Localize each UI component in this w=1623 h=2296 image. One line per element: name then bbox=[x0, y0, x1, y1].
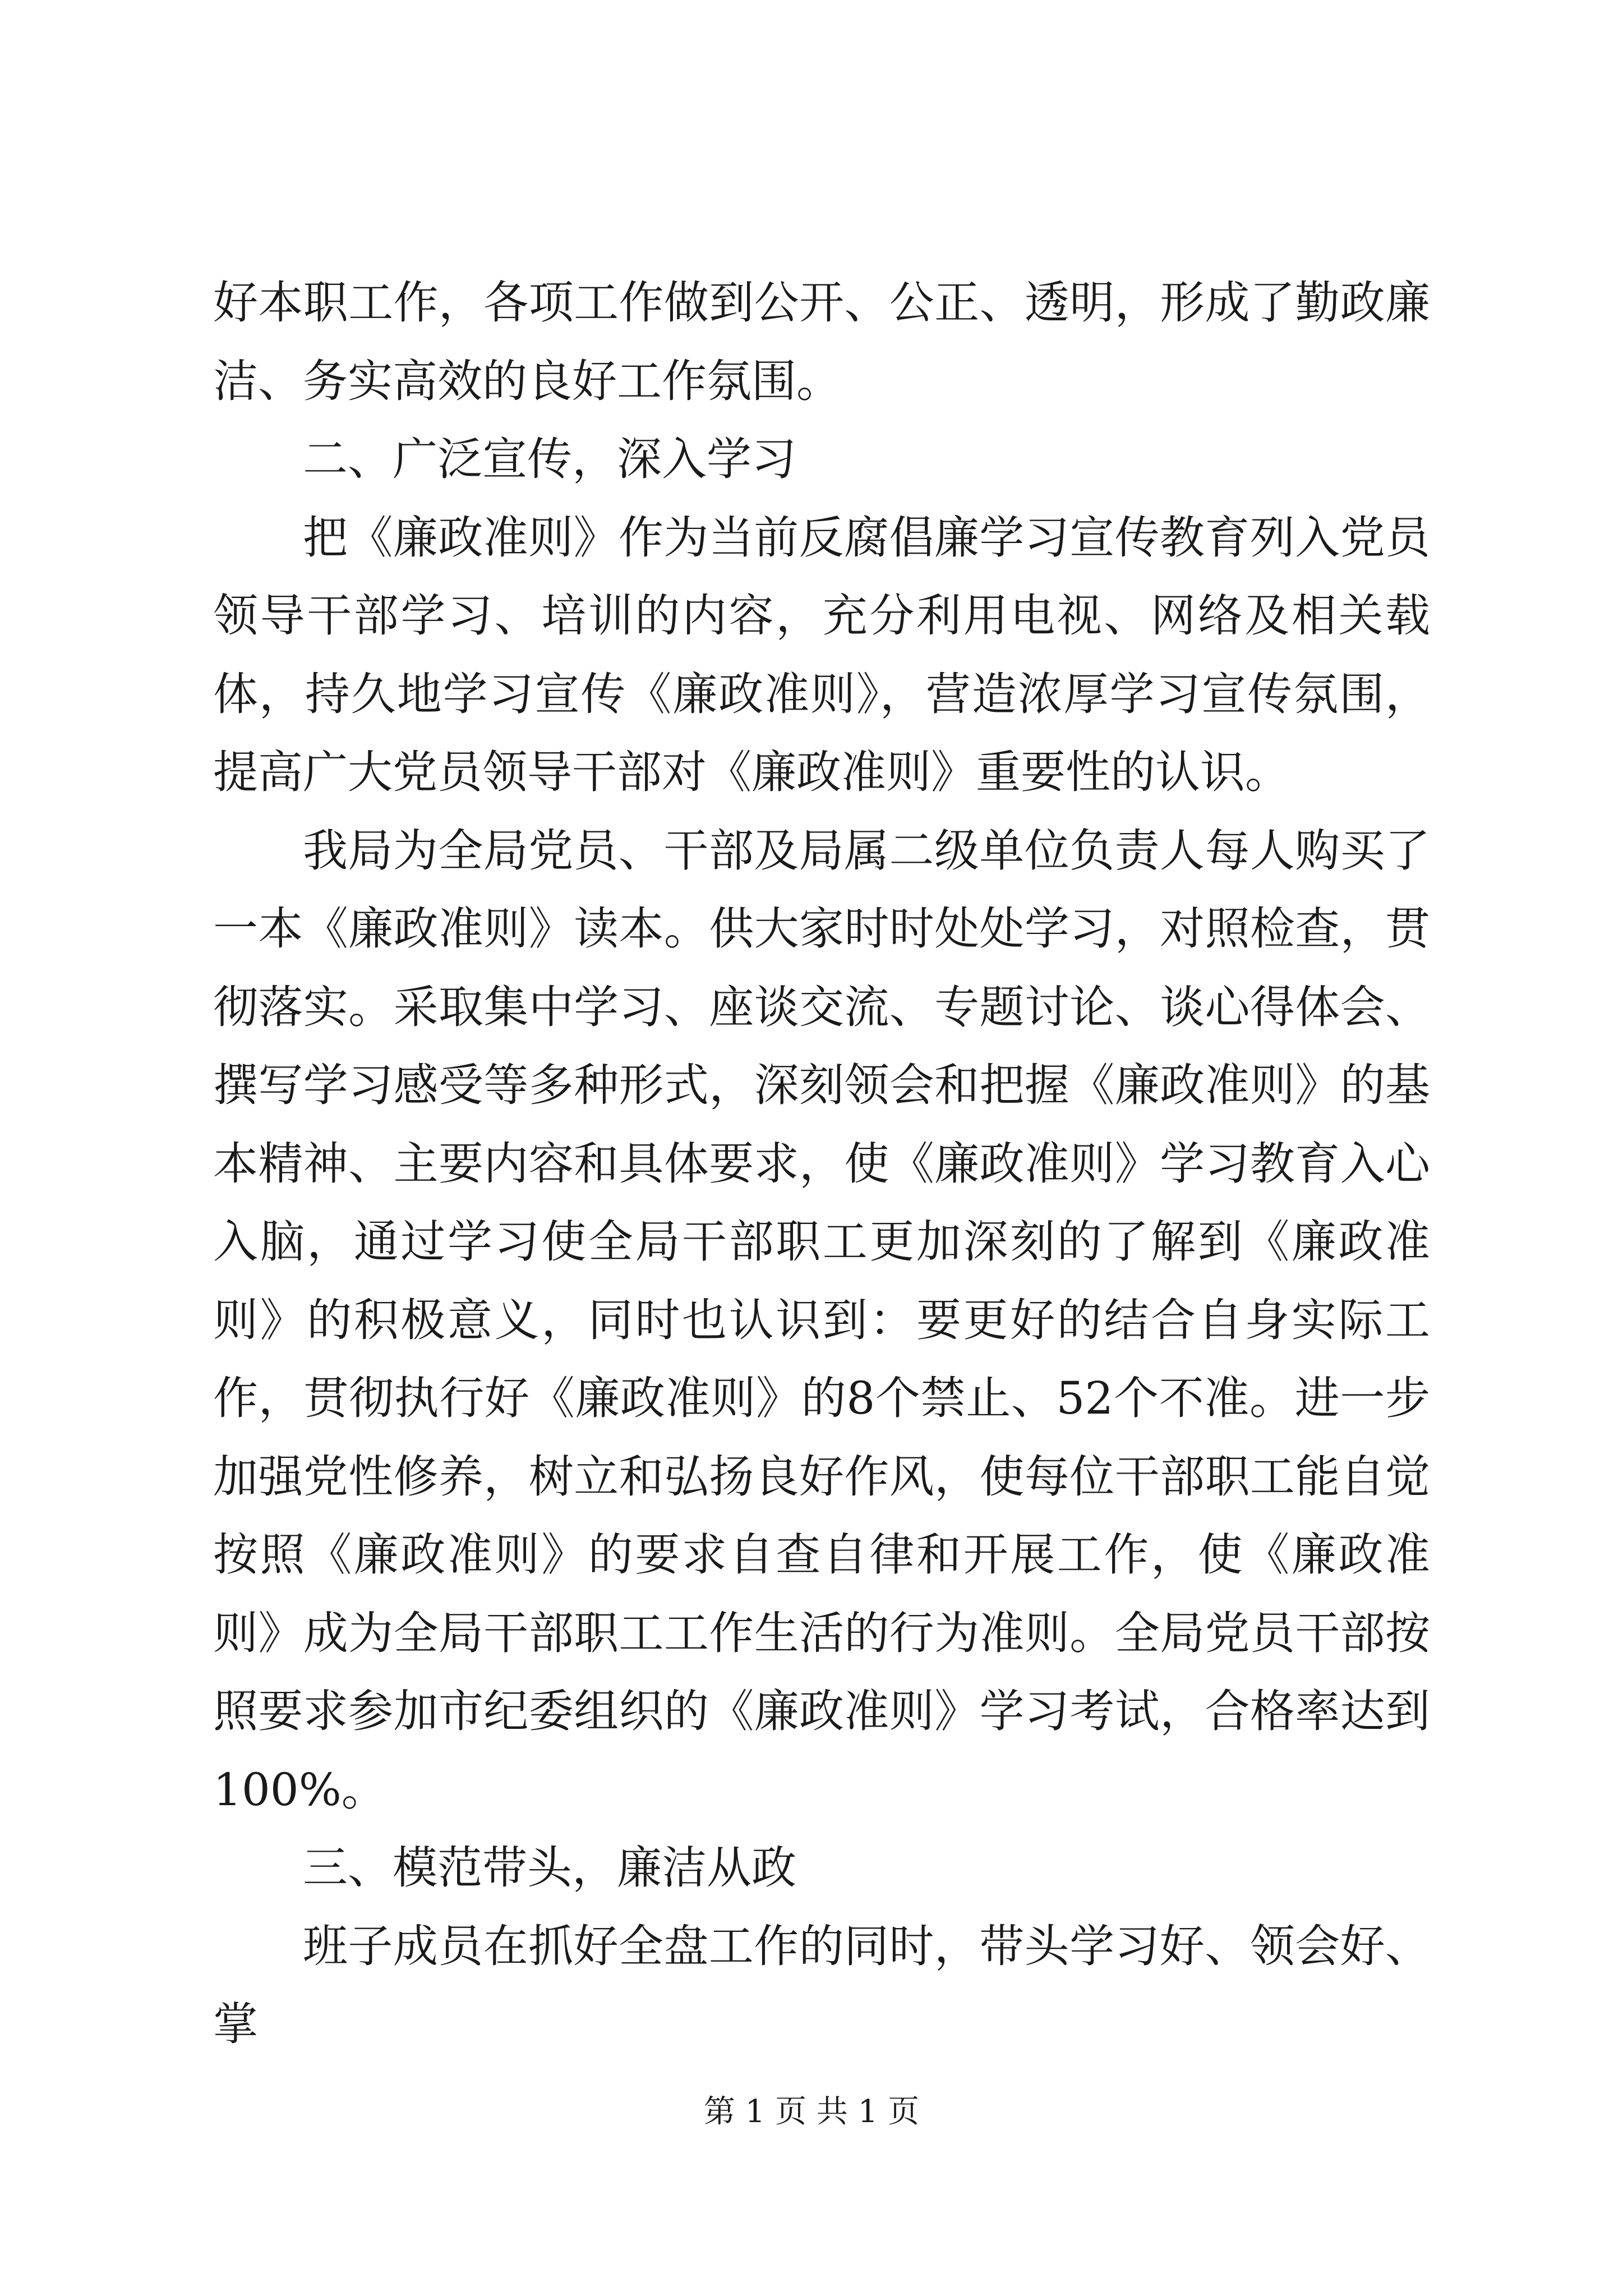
paragraph-continuation: 好本职工作，各项工作做到公开、公正、透明，形成了勤政廉洁、务实高效的良好工作氛围。 bbox=[213, 277, 1430, 407]
page-footer: 第 1 页 共 1 页 bbox=[703, 2093, 920, 2130]
paragraph: 我局为全局党员、干部及局属二级单位负责人每人购买了一本《廉政准则》读本。供大家时时处处学习，对照检查，贯彻落实。采取集中学习、座谈交流、专题讨论、谈心得体会、撰写学习感受等多种形式，深刻领会和把握《廉政准则》的基本精神、主要内容和具体要求，使《廉政准则》学习教育入心入脑，通过学习使全局干部职工更加深刻的了解到《廉政准则》的积极意义，同时也认识到：要更好的结合自身实际工作，贯彻执行好《廉政准则》的8个禁止、52个不准。进一步加强党性修养，树立和弘扬良好作风，使每位干部职工能自觉按照《廉政准则》的要求自查自律和开展工作，使《廉政准则》成为全局干部职工工作生活的行为准则。全局党员干部按照要求参加市纪委组织的《廉政准则》学习考试，合格率达到100%。 bbox=[213, 824, 1430, 1816]
section-heading-2: 二、广泛宣传，深入学习 bbox=[303, 433, 796, 485]
document-body bbox=[213, 264, 1430, 2064]
paragraph: 班子成员在抓好全盘工作的同时，带头学习好、领会好、掌 bbox=[213, 1920, 1430, 2050]
paragraph: 把《廉政准则》作为当前反腐倡廉学习宣传教育列入党员领导干部学习、培训的内容，充分利用电视、网络及相关载体，持久地学习宣传《廉政准则》，营造浓厚学习宣传氛围，提高广大党员领导干部对《廉政准则》重要性的认识。 bbox=[213, 511, 1430, 798]
section-heading-3: 三、模范带头，廉洁从政 bbox=[303, 1842, 796, 1894]
